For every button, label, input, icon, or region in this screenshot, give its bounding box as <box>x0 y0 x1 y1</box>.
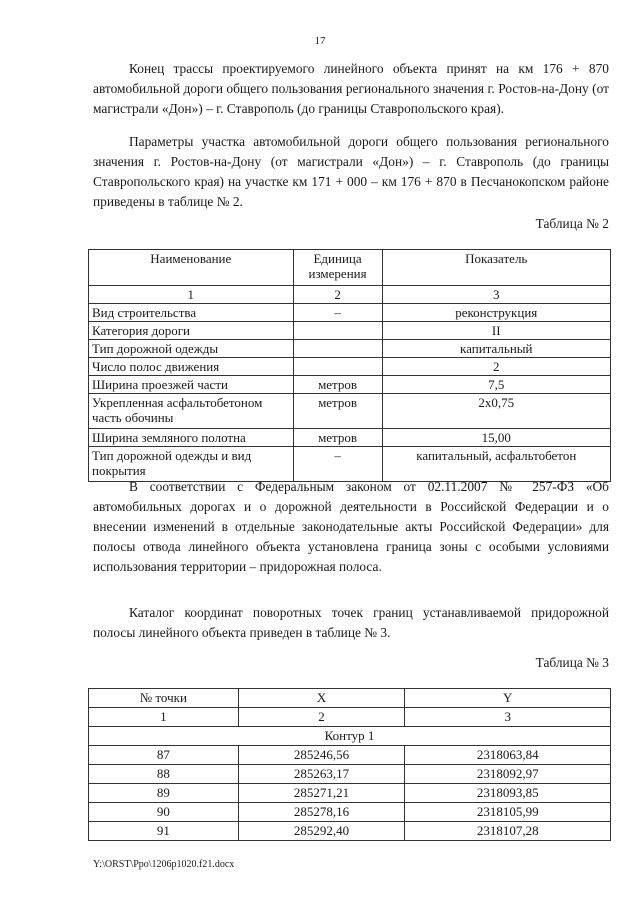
header-point-number: № точки <box>89 689 239 708</box>
table-cell <box>293 358 382 376</box>
table-cell: 91 <box>89 822 239 841</box>
column-number: 3 <box>405 708 611 727</box>
table-cell: 89 <box>89 784 239 803</box>
column-number-row <box>89 708 611 727</box>
paragraph-federal-law: В соответствии с Федеральным законом от 02.11.2007 № 257-ФЗ «Об автомобильных дорогах и о дорожной деятельности в Российской Федерации и о внесении изменений в отдельные законодательные акты Российской Федерации» для полосы отвода линейного объекта установлена граница зоны с особыми условиями использования территории – придорожная полоса. <box>93 479 609 574</box>
table-cell: 285271,21 <box>238 784 405 803</box>
table-cell: Тип дорожной одежды <box>89 340 294 358</box>
table-row <box>89 803 611 822</box>
table-cell: капитальный <box>382 340 610 358</box>
table3-caption: Таблица № 3 <box>535 655 609 670</box>
table-cell: 2318107,28 <box>405 822 611 841</box>
table-cell: 2318092,97 <box>405 765 611 784</box>
footer-file-path: Y:\ORST\Ppo\1206p1020.f21.docx <box>93 859 235 870</box>
table-cell: реконструкция <box>382 304 610 322</box>
table2-caption: Таблица № 2 <box>535 216 609 231</box>
contour-row <box>89 727 611 746</box>
column-number: 2 <box>293 286 382 304</box>
table-cell: 7,5 <box>382 376 610 394</box>
table-row <box>89 376 611 394</box>
table-cell: 285292,40 <box>238 822 405 841</box>
table-cell: метров <box>293 394 382 429</box>
table-cell: метров <box>293 429 382 447</box>
header-y: Y <box>405 689 611 708</box>
table-cell: 87 <box>89 746 239 765</box>
table-row <box>89 429 611 447</box>
header-value: Показатель <box>382 250 610 286</box>
table-row <box>89 340 611 358</box>
table-cell: 285263,17 <box>238 765 405 784</box>
table-cell <box>293 340 382 358</box>
table-cell: Ширина проезжей части <box>89 376 294 394</box>
paragraph-road-parameters: Параметры участка автомобильной дороги общего пользования регионального значения г. Ростов-на-Дону (от магистрали «Дон») – г. Ставрополь (до границы Ставропольского края) на участке км 171 + 000 – км 176 + 870 в Песчанокопском районе приведены в таблице № 2. <box>93 134 609 209</box>
column-number: 2 <box>238 708 405 727</box>
table-cell: 15,00 <box>382 429 610 447</box>
table-row <box>89 765 611 784</box>
table-header-row <box>89 250 611 286</box>
table-cell: Число полос движения <box>89 358 294 376</box>
table-cell: метров <box>293 376 382 394</box>
table-cell: Укрепленная асфальтобетоном часть обочины <box>89 394 294 429</box>
table-cell: 285278,16 <box>238 803 405 822</box>
table-cell: – <box>293 447 382 482</box>
contour-label: Контур 1 <box>89 727 611 746</box>
table-cell: Вид строительства <box>89 304 294 322</box>
table-cell: 285246,56 <box>238 746 405 765</box>
header-name: Наименование <box>89 250 294 286</box>
coordinates-table <box>88 688 611 841</box>
table-cell: 2318093,85 <box>405 784 611 803</box>
table-cell: Категория дороги <box>89 322 294 340</box>
table-cell: 90 <box>89 803 239 822</box>
table-cell: капитальный, асфальтобетон <box>382 447 610 482</box>
table-cell: Ширина земляного полотна <box>89 429 294 447</box>
paragraph-route-end: Конец трассы проектируемого линейного объекта принят на км 176 + 870 автомобильной дороги общего пользования регионального значения г. Ростов-на-Дону (от магистрали «Дон») – г. Ставрополь (до границы Ставропольского края). <box>93 61 609 116</box>
table-cell: 2 <box>382 358 610 376</box>
table-row <box>89 358 611 376</box>
table-row <box>89 784 611 803</box>
column-number: 1 <box>89 286 294 304</box>
table-cell: 88 <box>89 765 239 784</box>
column-number: 1 <box>89 708 239 727</box>
table-cell: 2318105,99 <box>405 803 611 822</box>
table-header-row <box>89 689 611 708</box>
road-parameters-table <box>88 249 611 482</box>
header-x: X <box>238 689 405 708</box>
table-row <box>89 322 611 340</box>
page-number: 17 <box>314 35 326 47</box>
table-row <box>89 394 611 429</box>
table-cell: 2х0,75 <box>382 394 610 429</box>
header-unit: Единица измерения <box>293 250 382 286</box>
paragraph-coordinate-catalog: Каталог координат поворотных точек границ устанавливаемой придорожной полосы линейного объекта приведен в таблице № 3. <box>93 605 609 640</box>
column-number-row <box>89 286 611 304</box>
table-row <box>89 746 611 765</box>
table-row <box>89 304 611 322</box>
table-row <box>89 822 611 841</box>
column-number: 3 <box>382 286 610 304</box>
table-cell: Тип дорожной одежды и вид покрытия <box>89 447 294 482</box>
table-cell: 2318063,84 <box>405 746 611 765</box>
table-cell: – <box>293 304 382 322</box>
table-cell <box>293 322 382 340</box>
table-cell: II <box>382 322 610 340</box>
